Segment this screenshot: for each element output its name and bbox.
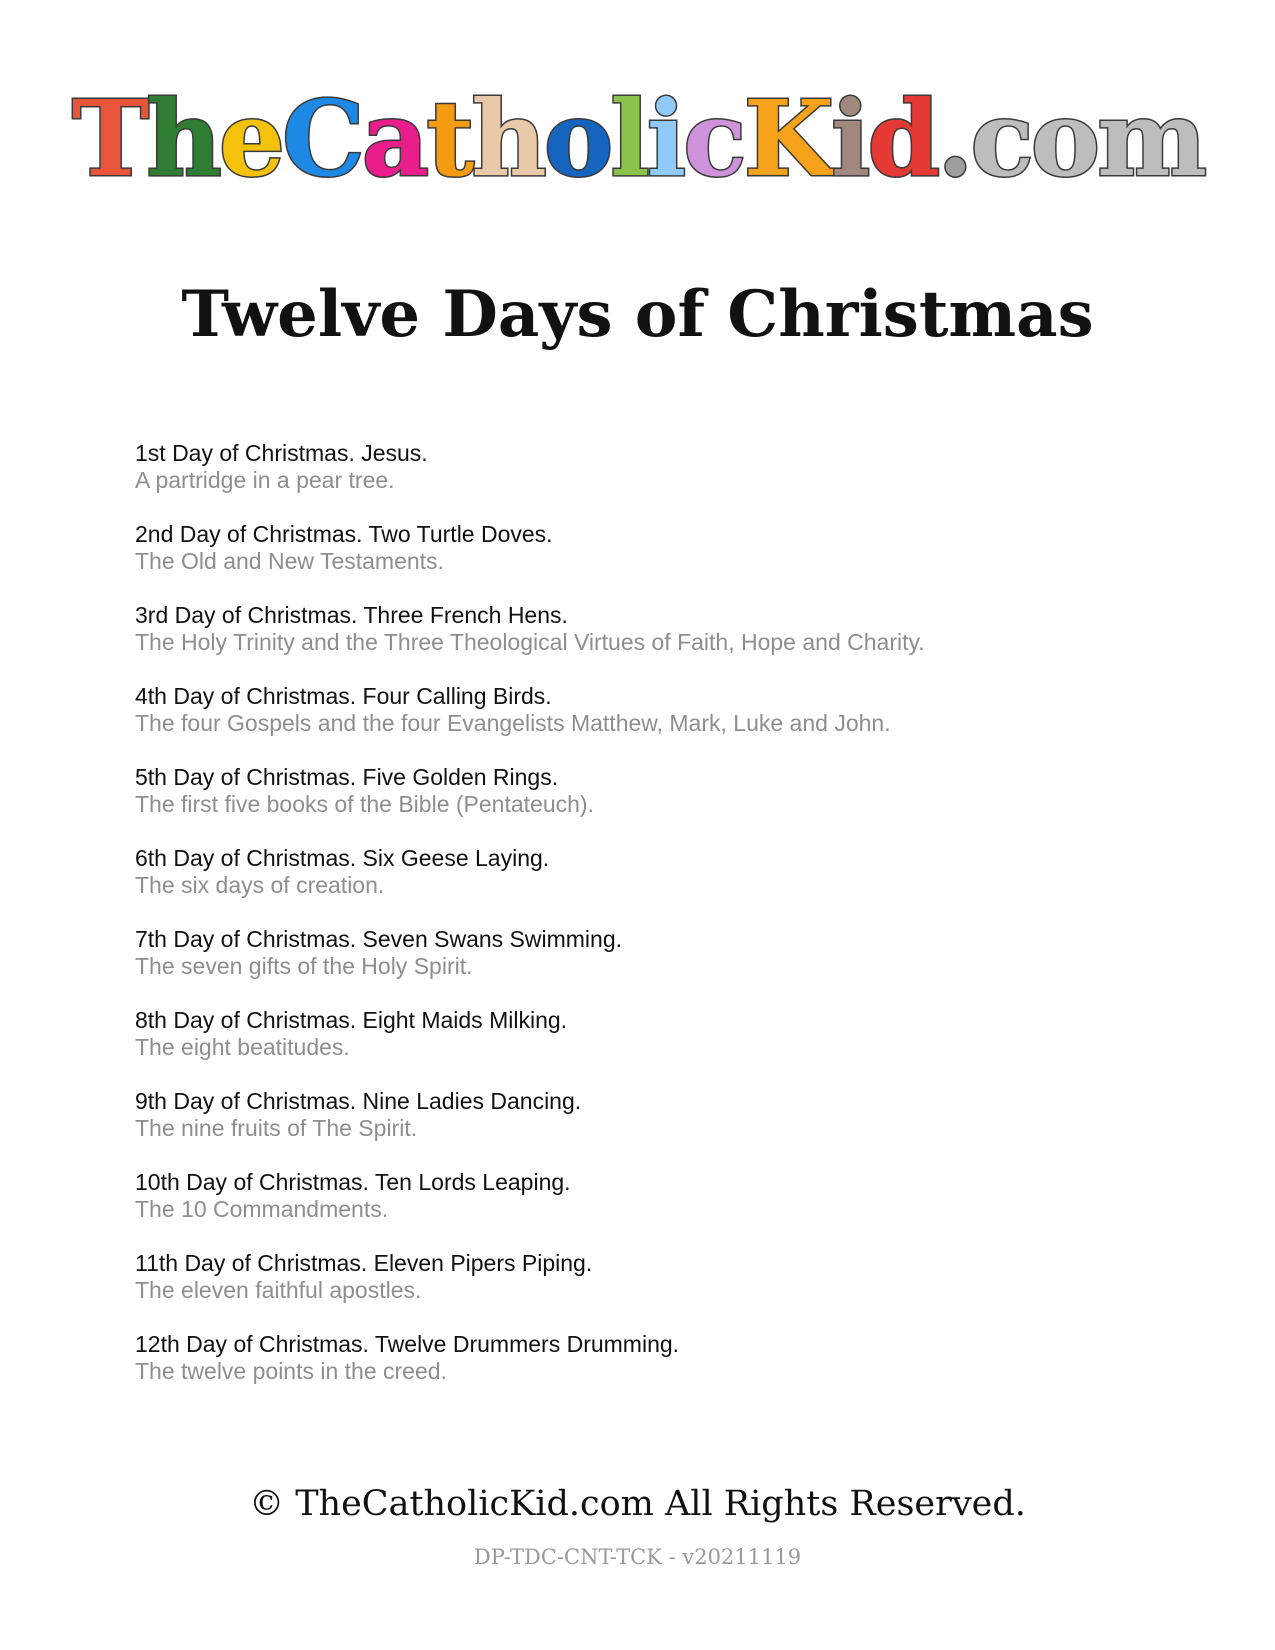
logo-letter: c [683, 77, 744, 200]
day-item [135, 1331, 1185, 1412]
day-item [135, 1007, 1185, 1088]
site-logo [71, 77, 1205, 200]
day-title: 8th Day of Christmas. Eight Maids Milking. [135, 1007, 568, 1033]
day-meaning: The 10 Commandments. [135, 1196, 389, 1222]
day-meaning: The six days of creation. [135, 872, 385, 898]
day-item [135, 1088, 1185, 1169]
day-meaning: The Old and New Testaments. [135, 548, 444, 574]
logo-letter: K [743, 77, 831, 200]
day-item [135, 1169, 1185, 1250]
day-meaning: The eight beatitudes. [135, 1034, 350, 1060]
day-meaning: The four Gospels and the four Evangelists Matthew, Mark, Luke and John. [135, 710, 891, 736]
day-item [135, 440, 1185, 521]
logo-letter: T [71, 77, 147, 200]
day-item [135, 683, 1185, 764]
day-title: 4th Day of Christmas. Four Calling Birds. [135, 683, 552, 709]
day-item [135, 1250, 1185, 1331]
logo-letter: d [867, 77, 938, 200]
day-title: 7th Day of Christmas. Seven Swans Swimming. [135, 926, 623, 952]
day-meaning: The twelve points in the creed. [135, 1358, 447, 1384]
days-list [135, 440, 1185, 1412]
day-title: 2nd Day of Christmas. Two Turtle Doves. [135, 521, 553, 547]
logo-letter: i [830, 77, 868, 200]
logo-letter: l [610, 77, 647, 200]
day-meaning: The Holy Trinity and the Three Theological Virtues of Faith, Hope and Charity. [135, 629, 925, 655]
day-title: 5th Day of Christmas. Five Golden Rings. [135, 764, 559, 790]
logo-letter: C [282, 77, 362, 200]
day-item [135, 764, 1185, 845]
logo-letter: i [646, 77, 684, 200]
day-title: 11th Day of Christmas. Eleven Pipers Piping. [135, 1250, 593, 1276]
day-item [135, 521, 1185, 602]
logo-letter: a [361, 77, 427, 200]
day-title: 6th Day of Christmas. Six Geese Laying. [135, 845, 550, 871]
day-meaning: The first five books of the Bible (Pentateuch). [135, 791, 594, 817]
logo-letter: h [471, 77, 544, 200]
day-item [135, 845, 1185, 926]
logo-letter: o [543, 77, 611, 200]
day-title: 10th Day of Christmas. Ten Lords Leaping. [135, 1169, 571, 1195]
logo-letter: o [1030, 77, 1098, 200]
logo-letter: e [218, 77, 283, 200]
day-title: 9th Day of Christmas. Nine Ladies Dancing. [135, 1088, 582, 1114]
day-title: 1st Day of Christmas. Jesus. [135, 440, 428, 466]
day-title: 12th Day of Christmas. Twelve Drummers Drumming. [135, 1331, 680, 1357]
page-title: Twelve Days of Christmas [181, 277, 1094, 352]
day-meaning: The seven gifts of the Holy Spirit. [135, 953, 473, 979]
document-version: DP-TDC-CNT-TCK - v20211119 [473, 1545, 802, 1569]
logo-letter: . [937, 77, 971, 200]
day-item [135, 926, 1185, 1007]
day-meaning: A partridge in a pear tree. [135, 467, 395, 493]
day-meaning: The eleven faithful apostles. [135, 1277, 422, 1303]
day-title: 3rd Day of Christmas. Three French Hens. [135, 602, 568, 628]
logo-letter: t [426, 77, 472, 200]
day-item [135, 602, 1185, 683]
day-meaning: The nine fruits of The Spirit. [135, 1115, 418, 1141]
logo-letter: c [970, 77, 1031, 200]
copyright-notice: © TheCatholicKid.com All Rights Reserved. [249, 1484, 1026, 1524]
logo-letter: h [146, 77, 219, 200]
logo-letter: m [1097, 77, 1205, 200]
